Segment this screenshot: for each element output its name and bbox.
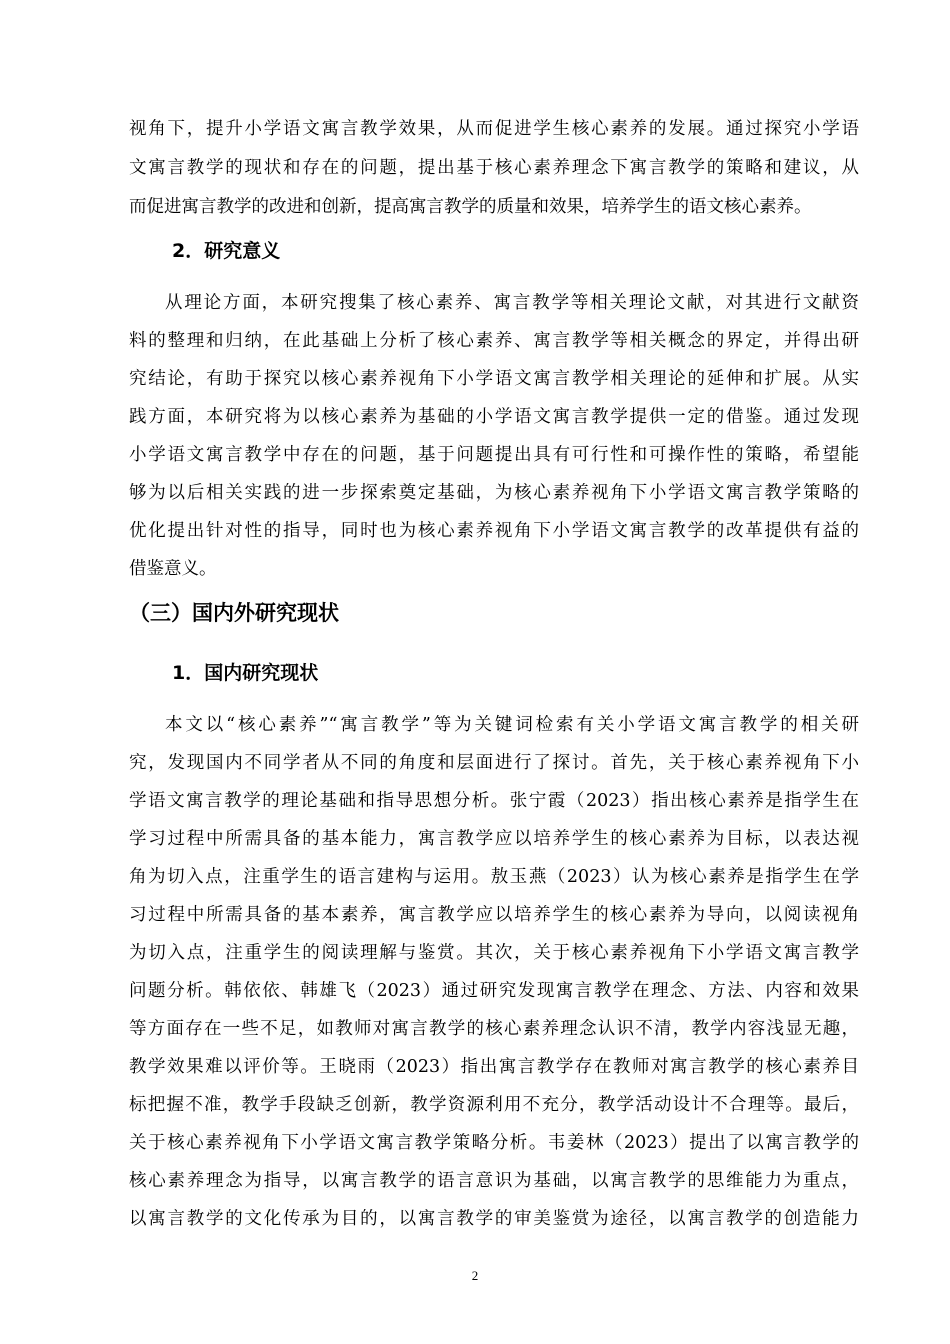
paragraph-line: 从理论方面，本研究搜集了核心素养、寓言教学等相关理论文献，对其进行文献资: [165, 293, 859, 313]
paragraph-line: 小学语文寓言教学中存在的问题，基于问题提出具有可行性和可操作性的策略，希望能: [129, 445, 859, 465]
paragraph-line: 视角下，提升小学语文寓言教学效果，从而促进学生核心素养的发展。通过探究小学语: [129, 119, 859, 139]
paragraph-line: 践方面，本研究将为以核心素养为基础的小学语文寓言教学提供一定的借鉴。通过发现: [129, 407, 859, 427]
paragraph-line: 角为切入点，注重学生的语言建构与运用。敖玉燕（2023）认为核心素养是指学生在学: [129, 867, 859, 887]
paragraph-line: 够为以后相关实践的进一步探索奠定基础，为核心素养视角下小学语文寓言教学策略的: [129, 483, 859, 503]
section-heading: 1．国内研究现状: [172, 662, 319, 684]
paragraph-line: 学习过程中所需具备的基本能力，寓言教学应以培养学生的核心素养为目标，以表达视: [129, 829, 859, 849]
paragraph-line: 问题分析。韩依依、韩雄飞（2023）通过研究发现寓言教学在理念、方法、内容和效果: [129, 981, 859, 1001]
paragraph-line: 究结论，有助于探究以核心素养视角下小学语文寓言教学相关理论的延伸和扩展。从实: [129, 369, 859, 389]
paragraph-line: 标把握不准，教学手段缺乏创新，教学资源利用不充分，教学活动设计不合理等。最后，: [129, 1095, 859, 1115]
paragraph-line: 教学效果难以评价等。王晓雨（2023）指出寓言教学存在教师对寓言教学的核心素养目: [129, 1057, 859, 1077]
paragraph-line: 学语文寓言教学的理论基础和指导思想分析。张宁霞（2023）指出核心素养是指学生在: [129, 791, 859, 811]
paragraph-line: 关于核心素养视角下小学语文寓言教学策略分析。韦姜林（2023）提出了以寓言教学的: [129, 1133, 859, 1153]
chapter-heading: （三）国内外研究现状: [129, 601, 339, 625]
paragraph-line: 文寓言教学的现状和存在的问题，提出基于核心素养理念下寓言教学的策略和建议，从: [129, 158, 859, 178]
paragraph-line: 等方面存在一些不足，如教师对寓言教学的核心素养理念认识不清，教学内容浅显无趣，: [129, 1019, 859, 1039]
paragraph-line: 料的整理和归纳，在此基础上分析了核心素养、寓言教学等相关概念的界定，并得出研: [129, 331, 859, 351]
paragraph-line: 为切入点，注重学生的阅读理解与鉴赏。其次，关于核心素养视角下小学语文寓言教学: [129, 943, 859, 963]
paragraph-line: 优化提出针对性的指导，同时也为核心素养视角下小学语文寓言教学的改革提供有益的: [129, 521, 859, 541]
paragraph-line: 究，发现国内不同学者从不同的角度和层面进行了探讨。首先，关于核心素养视角下小: [129, 753, 859, 773]
page-number: 2: [471, 1268, 479, 1283]
section-heading: 2．研究意义: [172, 240, 281, 262]
paragraph-line: 核心素养理念为指导，以寓言教学的语言意识为基础，以寓言教学的思维能力为重点，: [129, 1171, 859, 1191]
paragraph-line: 习过程中所需具备的基本素养，寓言教学应以培养学生的核心素养为导向，以阅读视角: [129, 905, 859, 925]
paragraph-line: 以寓言教学的文化传承为目的，以寓言教学的审美鉴赏为途径，以寓言教学的创造能力: [129, 1209, 859, 1229]
paragraph-line: 本文以“核心素养”“寓言教学”等为关键词检索有关小学语文寓言教学的相关研: [165, 715, 859, 735]
paragraph-line: 而促进寓言教学的改进和创新，提高寓言教学的质量和效果，培养学生的语文核心素养。: [129, 197, 812, 217]
paragraph-line: 借鉴意义。: [129, 559, 217, 579]
